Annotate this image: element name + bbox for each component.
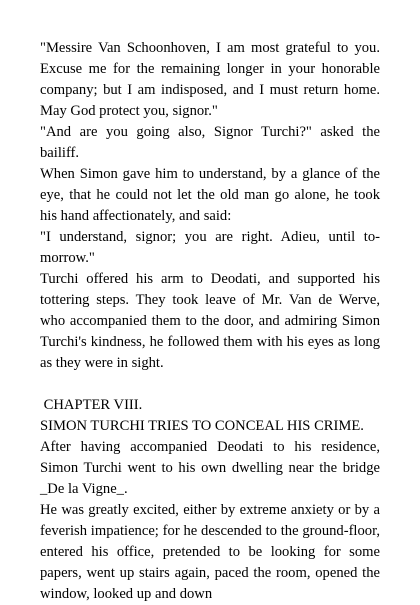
section-spacer: [40, 374, 380, 395]
paragraph-bailiff-question: "And are you going also, Signor Turchi?" asked the bailiff.: [40, 124, 380, 161]
chapter-heading: CHAPTER VIII.: [40, 397, 143, 413]
book-page: [40, 38, 380, 605]
paragraph-adieu: "I understand, signor; you are right. Adieu, until to-morrow.": [40, 229, 380, 266]
paragraph-simon-excited: He was greatly excited, either by extreme anxiety or by a feverish impatience; for he descended to the ground-floor, entered his office, pretended to be looking for some papers, went up stairs again, paced the room, opened the window, looked up and down: [40, 502, 380, 602]
paragraph-turchi-departure: Turchi offered his arm to Deodati, and supported his tottering steps. They took leave of Mr. Van de Werve, who accompanied them to the door, and admiring Simon Turchi's kindness, he followed them with his eyes as long as they were in sight.: [40, 271, 380, 371]
paragraph-accompanied-deodati: After having accompanied Deodati to his residence, Simon Turchi went to his own dwelling near the bridge _De la Vigne_.: [40, 439, 380, 497]
chapter-title: SIMON TURCHI TRIES TO CONCEAL HIS CRIME.: [40, 418, 364, 434]
paragraph-simon-glance: When Simon gave him to understand, by a glance of the eye, that he could not let the old man go alone, he took his hand affectionately, and said:: [40, 166, 380, 224]
paragraph-farewell: "Messire Van Schoonhoven, I am most grateful to you. Excuse me for the remaining longer in your honorable company; but I am indisposed, and I must return home. May God protect you, signor.": [40, 40, 380, 119]
